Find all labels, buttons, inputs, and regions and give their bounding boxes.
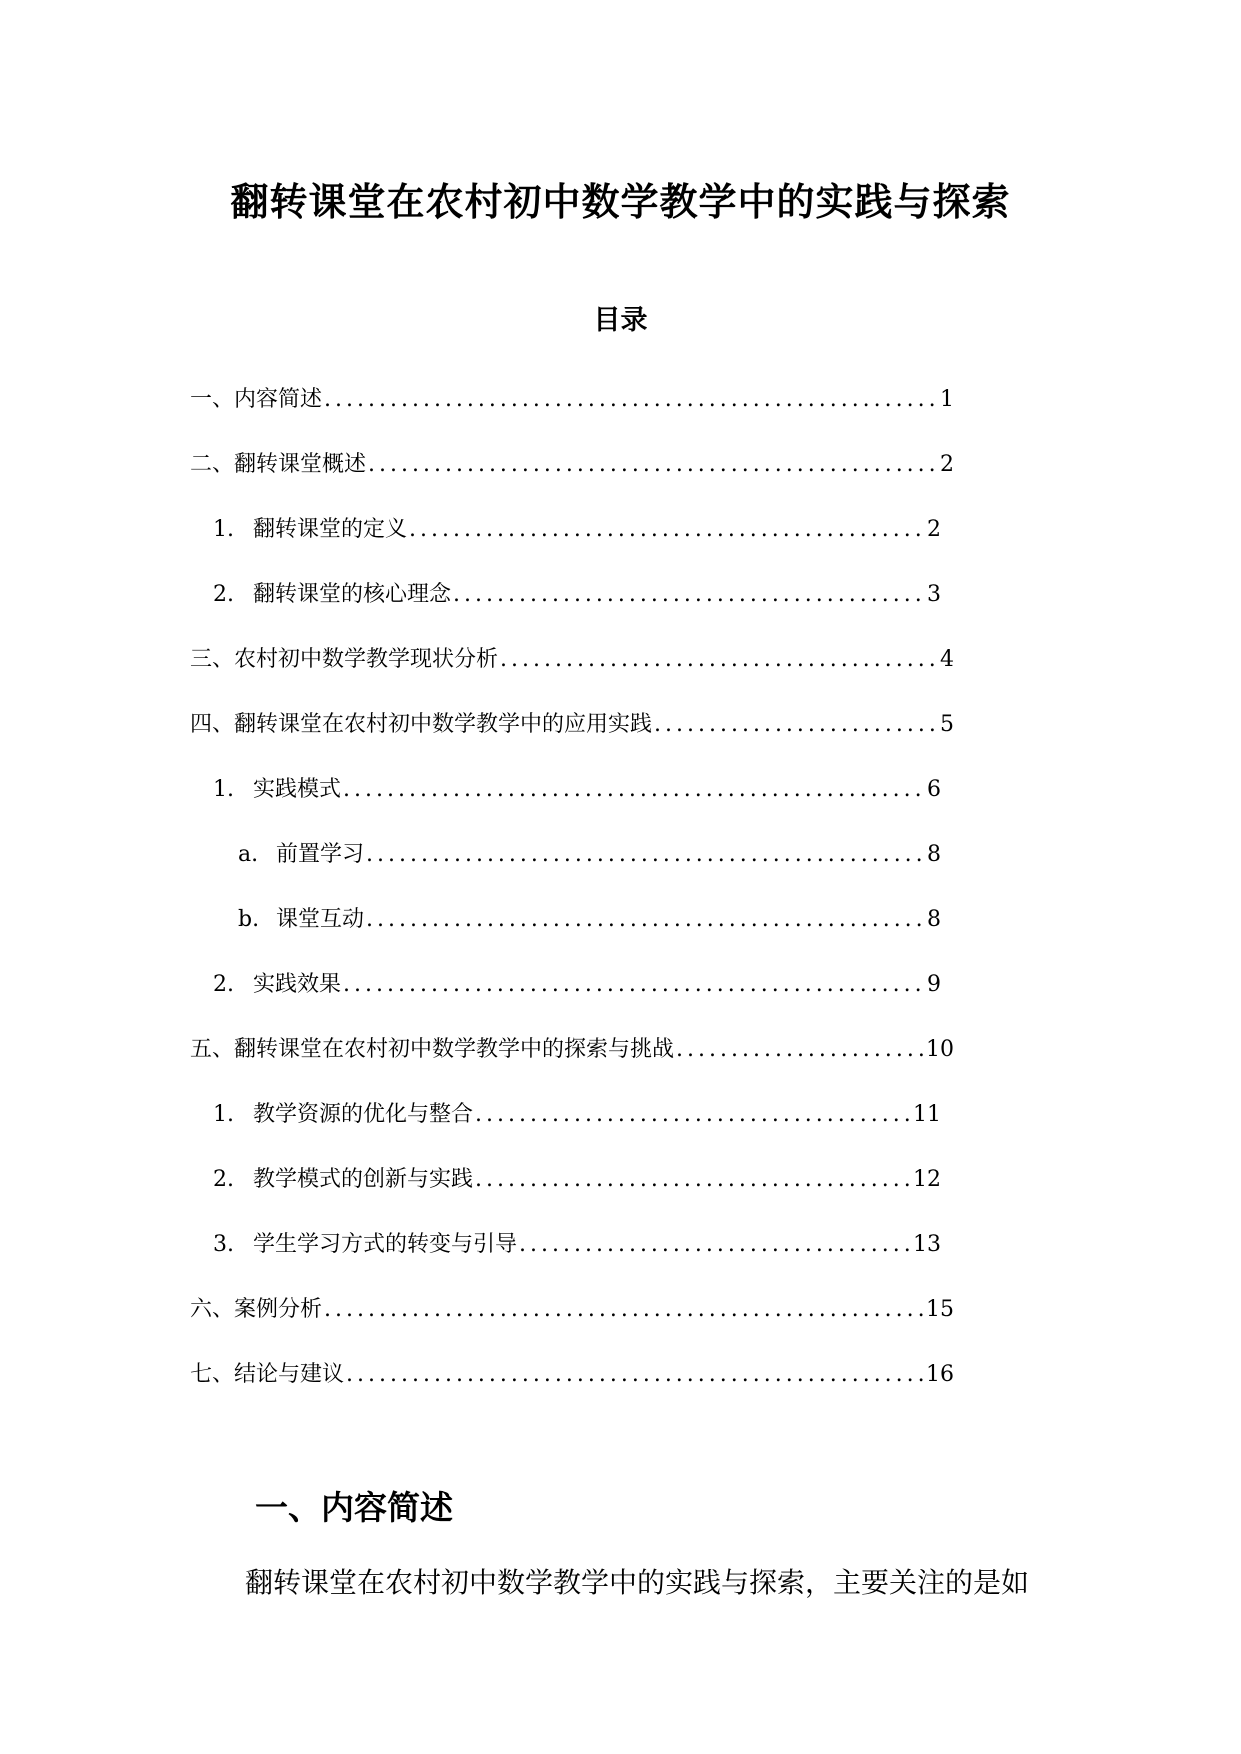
toc-page-number: 15 xyxy=(926,1297,954,1322)
toc-entry[interactable] xyxy=(190,445,954,485)
toc-entry-text: 课堂互动 xyxy=(276,907,365,932)
toc-entry-text: 三、农村初中数学教学现状分析 xyxy=(190,647,499,672)
toc-entry[interactable] xyxy=(238,900,941,940)
toc-leader-dots xyxy=(324,380,938,420)
toc-heading: 目录 xyxy=(593,305,648,337)
toc-entry[interactable] xyxy=(213,1095,941,1135)
toc-entry[interactable] xyxy=(213,510,941,550)
toc-leader-dots xyxy=(676,1030,924,1070)
toc-entry[interactable] xyxy=(190,380,954,420)
toc-entry-text: 实践模式 xyxy=(253,777,342,802)
toc-leader-dots xyxy=(475,1095,911,1135)
toc-leader-dots xyxy=(343,965,925,1005)
toc-entry-text: 六、案例分析 xyxy=(190,1297,323,1322)
toc-entry-number: 2. xyxy=(213,582,234,607)
toc-leader-dots xyxy=(368,445,938,485)
toc-entry-number: 3. xyxy=(213,1232,234,1257)
toc-leader-dots xyxy=(366,900,925,940)
toc-entry[interactable] xyxy=(213,770,941,810)
toc-entry-text: 教学模式的创新与实践 xyxy=(253,1167,474,1192)
toc-entry-text: 翻转课堂的核心理念 xyxy=(253,582,452,607)
toc-page-number: 12 xyxy=(913,1167,941,1192)
toc-entry-text: 翻转课堂的定义 xyxy=(253,517,408,542)
toc-entry[interactable] xyxy=(190,1030,954,1070)
toc-leader-dots xyxy=(475,1160,911,1200)
toc-leader-dots xyxy=(343,770,925,810)
toc-leader-dots xyxy=(654,705,938,745)
toc-page-number: 2 xyxy=(940,452,954,477)
toc-leader-dots xyxy=(453,575,925,615)
toc-page-number: 2 xyxy=(927,517,941,542)
toc-entry[interactable] xyxy=(190,1355,954,1395)
toc-entry[interactable] xyxy=(213,575,941,615)
toc-entry-text: 四、翻转课堂在农村初中数学教学中的应用实践 xyxy=(190,712,653,737)
toc-page-number: 6 xyxy=(927,777,941,802)
toc-page-number: 13 xyxy=(913,1232,941,1257)
toc-page-number: 1 xyxy=(940,387,954,412)
section-heading: 一、内容简述 xyxy=(255,1488,453,1528)
toc-entry-text: 五、翻转课堂在农村初中数学教学中的探索与挑战 xyxy=(190,1037,675,1062)
toc-leader-dots xyxy=(409,510,925,550)
toc-entry-text: 前置学习 xyxy=(276,842,365,867)
toc-entry[interactable] xyxy=(238,835,941,875)
toc-entry-number: 1. xyxy=(213,517,234,542)
toc-entry-text: 教学资源的优化与整合 xyxy=(253,1102,474,1127)
toc-entry-text: 七、结论与建议 xyxy=(190,1362,345,1387)
document-title: 翻转课堂在农村初中数学教学中的实践与探索 xyxy=(230,179,1011,225)
toc-leader-dots xyxy=(346,1355,924,1395)
body-paragraph: 翻转课堂在农村初中数学教学中的实践与探索，主要关注的是如 xyxy=(245,1566,1030,1599)
toc-leader-dots xyxy=(519,1225,911,1265)
toc-page-number: 16 xyxy=(926,1362,954,1387)
toc-page-number: 8 xyxy=(927,907,941,932)
toc-page-number: 11 xyxy=(913,1102,941,1127)
toc-page-number: 4 xyxy=(940,647,954,672)
toc-entry-text: 二、翻转课堂概述 xyxy=(190,452,367,477)
toc-entry-number: 1. xyxy=(213,777,234,802)
toc-leader-dots xyxy=(500,640,938,680)
toc-entry[interactable] xyxy=(213,1225,941,1265)
toc-page-number: 10 xyxy=(926,1037,954,1062)
toc-page-number: 5 xyxy=(940,712,954,737)
toc-entry-number: 1. xyxy=(213,1102,234,1127)
toc-entry-number: 2. xyxy=(213,1167,234,1192)
toc-entry-number: a. xyxy=(238,842,259,867)
toc-entry[interactable] xyxy=(213,1160,941,1200)
toc-entry-number: 2. xyxy=(213,972,234,997)
toc-entry-text: 一、内容简述 xyxy=(190,387,323,412)
toc-entry[interactable] xyxy=(190,1290,954,1330)
toc-entry-number: b. xyxy=(238,907,260,932)
toc-leader-dots xyxy=(324,1290,924,1330)
toc-entry[interactable] xyxy=(190,640,954,680)
toc-page-number: 3 xyxy=(927,582,941,607)
toc-page-number: 9 xyxy=(927,972,941,997)
toc-leader-dots xyxy=(366,835,925,875)
toc-entry-text: 实践效果 xyxy=(253,972,342,997)
toc-entry[interactable] xyxy=(190,705,954,745)
toc-page-number: 8 xyxy=(927,842,941,867)
toc-entry-text: 学生学习方式的转变与引导 xyxy=(253,1232,518,1257)
toc-entry[interactable] xyxy=(213,965,941,1005)
